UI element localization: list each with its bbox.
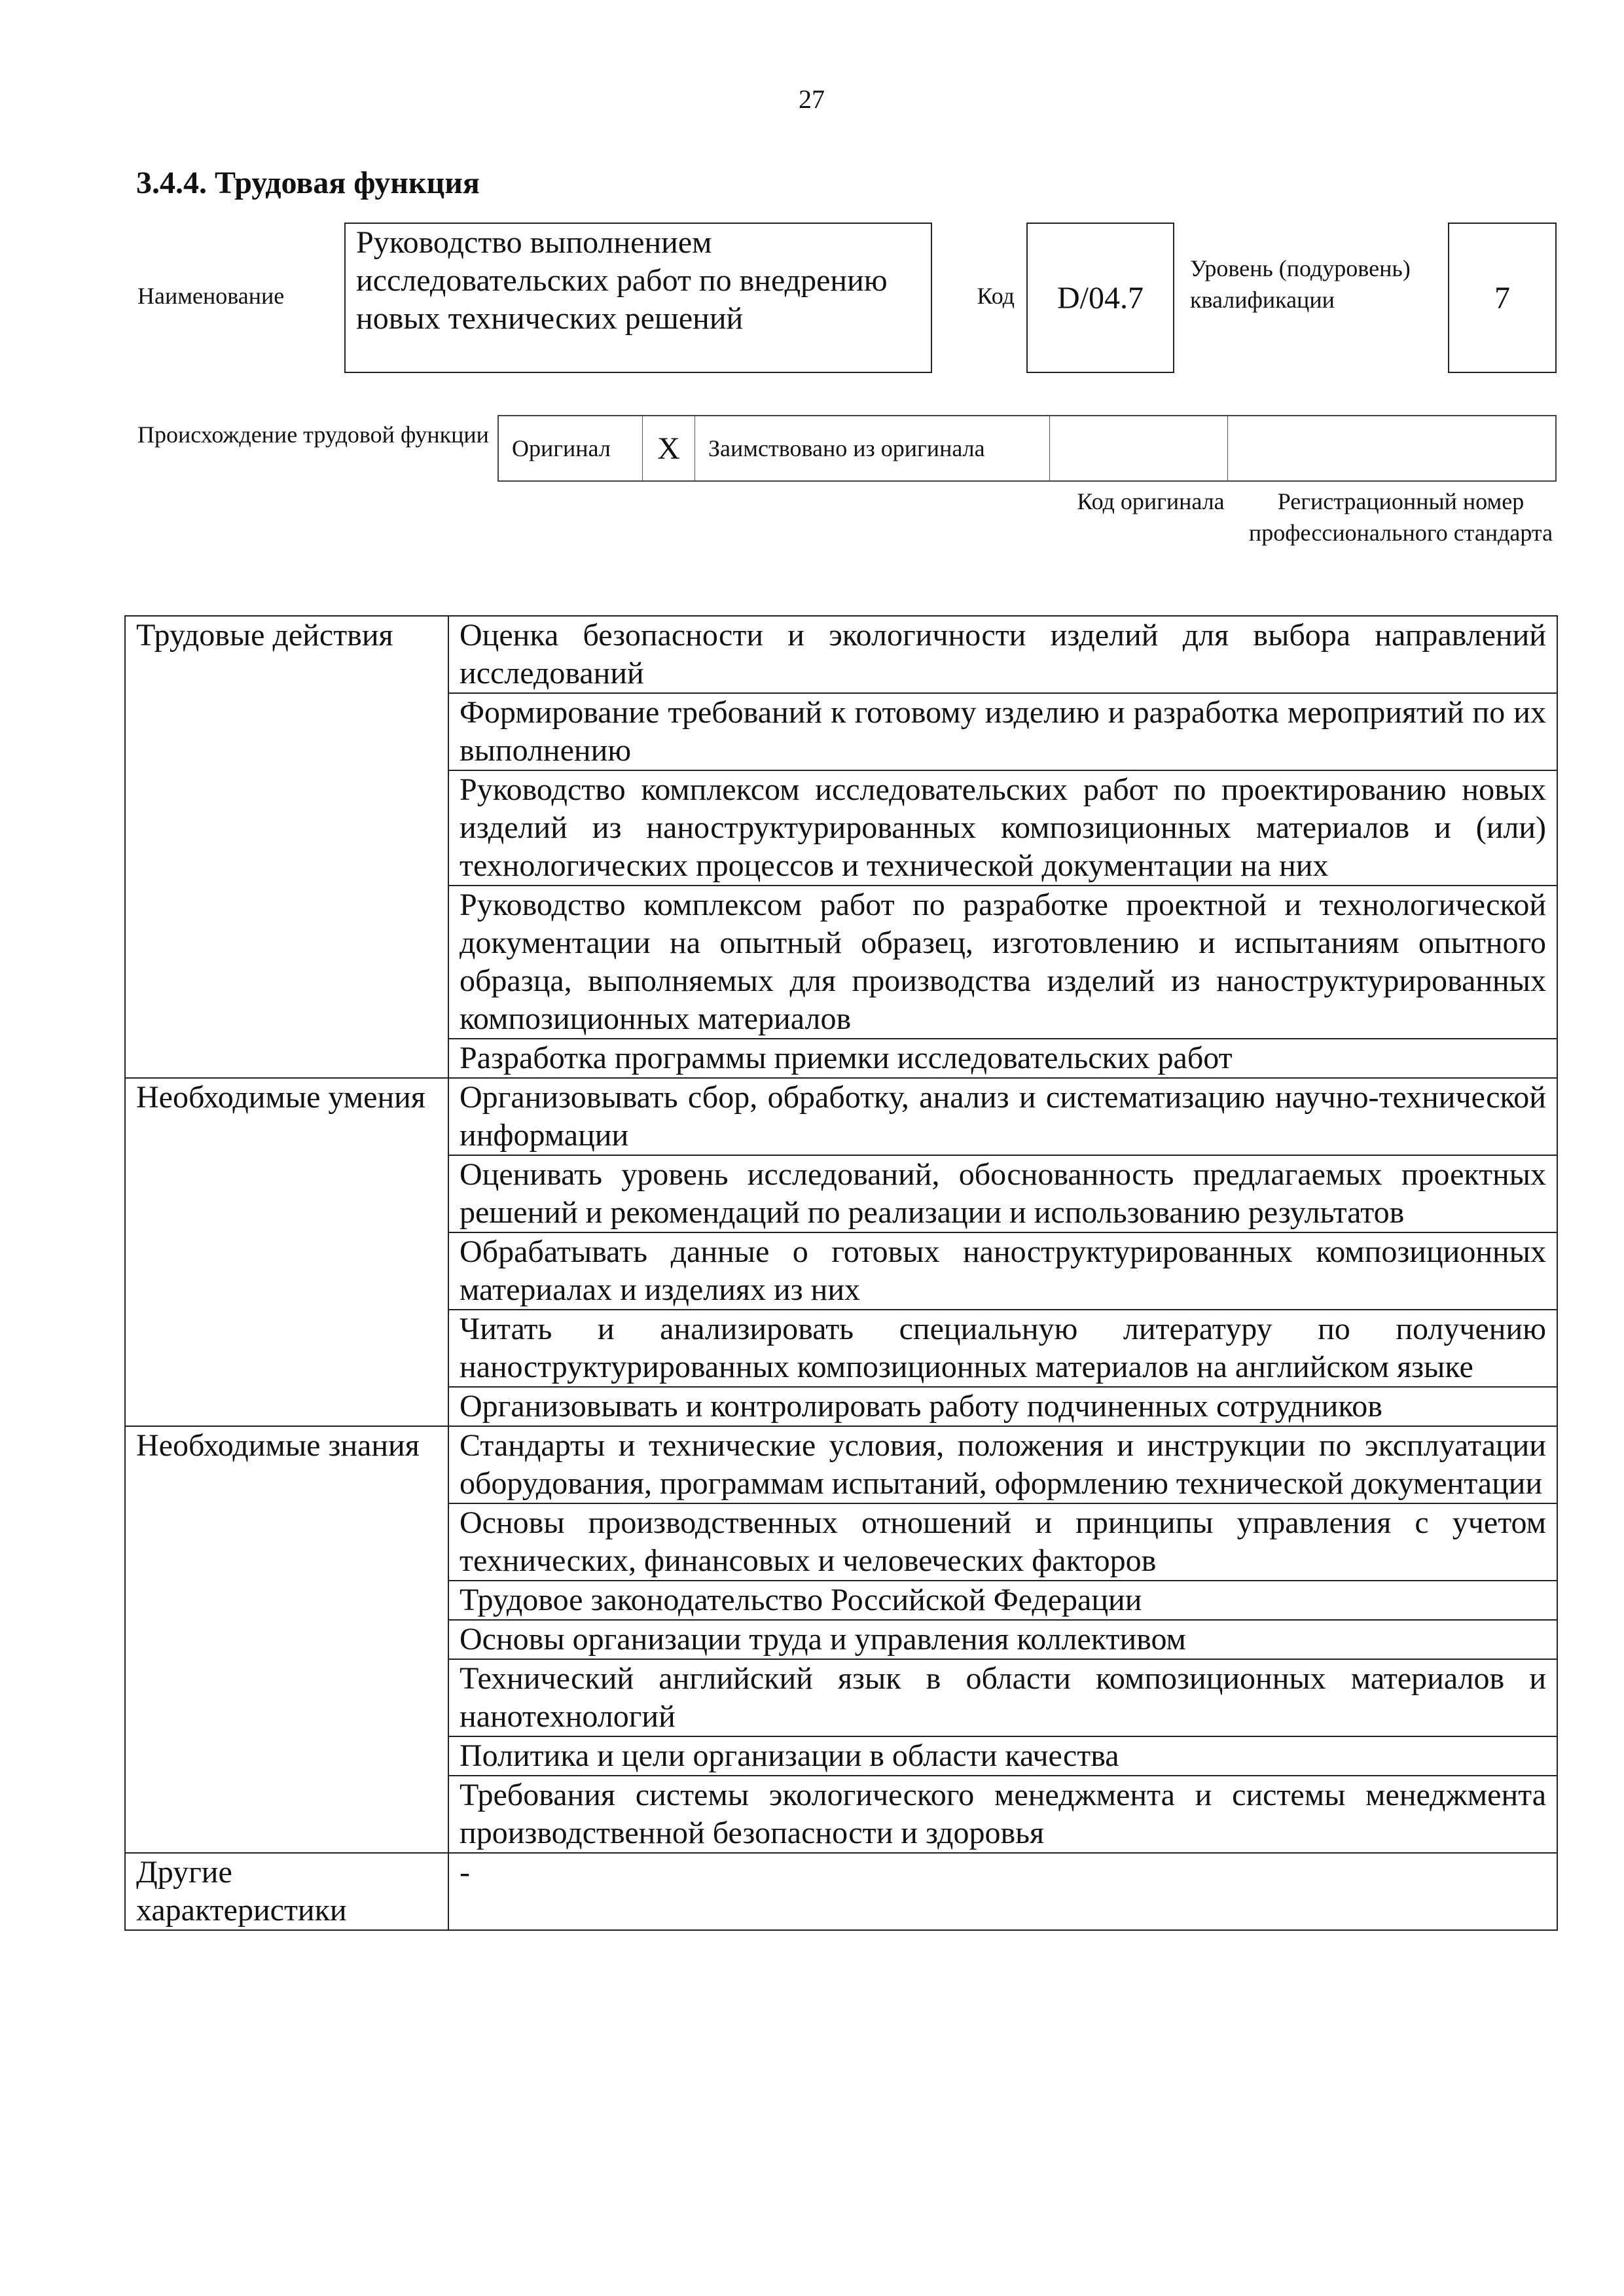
- table-row: [125, 1426, 1557, 1503]
- section-item: Основы производственных отношений и принципы управления с учетом технических, финансовых и человеческих факторов: [448, 1503, 1557, 1581]
- code-value-box: [1026, 223, 1174, 373]
- section-item: Формирование требований к готовому изделию и разработка мероприятий по их выполнению: [448, 693, 1557, 770]
- section-item: Руководство комплексом работ по разработке проектной и технологической документации на опытный образец, изготовлению и испытаниям опытного образца, выполняемых для производства изделий из наноструктурированных композиционных материалов: [448, 886, 1557, 1039]
- section-item: Разработка программы приемки исследовательских работ: [448, 1039, 1557, 1078]
- level-label: Уровень (подуровень) квалификации: [1190, 255, 1411, 313]
- section-item: Политика и цели организации в области качества: [448, 1736, 1557, 1776]
- original-code-cell: [1050, 416, 1228, 480]
- table-row: [125, 1078, 1557, 1155]
- level-value-box: [1448, 223, 1557, 373]
- section-item: Основы организации труда и управления коллективом: [448, 1620, 1557, 1659]
- section-item: Стандарты и технические условия, положения и инструкции по эксплуатации оборудования, программам испытаний, оформлению технической документации: [448, 1426, 1557, 1503]
- name-value: Руководство выполнением исследовательских работ по внедрению новых технических решений: [356, 225, 888, 336]
- code-label: Код: [977, 283, 1015, 309]
- table-row: [125, 616, 1557, 693]
- level-value: 7: [1494, 280, 1510, 315]
- section-item: Трудовое законодательство Российской Федерации: [448, 1581, 1557, 1620]
- registration-number-cell: [1228, 416, 1555, 480]
- section-item: Организовывать и контролировать работу подчиненных сотрудников: [448, 1387, 1557, 1426]
- caption-registration-number: Регистрационный номер профессионального стандарта: [1248, 488, 1553, 546]
- origin-label: Происхождение трудовой функции: [137, 422, 489, 448]
- origin-table: [497, 415, 1557, 482]
- section-item: Технический английский язык в области композиционных материалов и нанотехнологий: [448, 1659, 1557, 1736]
- code-value: D/04.7: [1057, 280, 1144, 315]
- section-item: Требования системы экологического менеджмента и системы менеджмента производственной безопасности и здоровья: [448, 1776, 1557, 1853]
- section-item: Организовывать сбор, обработку, анализ и систематизацию научно-технической информации: [448, 1078, 1557, 1155]
- section-category: Другие характеристики: [125, 1853, 448, 1930]
- labor-function-table: [124, 615, 1558, 1931]
- section-item: Оценивать уровень исследований, обоснованность предлагаемых проектных решений и рекомендаций по реализации и использованию результатов: [448, 1155, 1557, 1232]
- name-label: Наименование: [137, 283, 285, 309]
- original-label: Оригинал: [499, 416, 643, 480]
- section-category: Необходимые знания: [125, 1426, 448, 1853]
- section-category: Трудовые действия: [125, 616, 448, 1078]
- table-row: [125, 1853, 1557, 1930]
- original-mark: X: [643, 416, 695, 480]
- section-item: Оценка безопасности и экологичности изделий для выбора направлений исследований: [448, 616, 1557, 693]
- section-item: Обрабатывать данные о готовых наноструктурированных композиционных материалах и изделиях из них: [448, 1232, 1557, 1310]
- section-title: 3.4.4. Трудовая функция: [136, 166, 480, 200]
- section-item: Читать и анализировать специальную литературу по получению наноструктурированных композиционных материалов на английском языке: [448, 1310, 1557, 1387]
- section-item: -: [448, 1853, 1557, 1930]
- name-value-box: [344, 223, 932, 373]
- caption-original-code: Код оригинала: [1077, 488, 1225, 514]
- section-category: Необходимые умения: [125, 1078, 448, 1426]
- page-number: 27: [799, 84, 825, 114]
- section-item: Руководство комплексом исследовательских работ по проектированию новых изделий из наноструктурированных композиционных материалов и (или) технологических процессов и технической документации на них: [448, 770, 1557, 886]
- borrowed-label: Заимствовано из оригинала: [695, 416, 1050, 480]
